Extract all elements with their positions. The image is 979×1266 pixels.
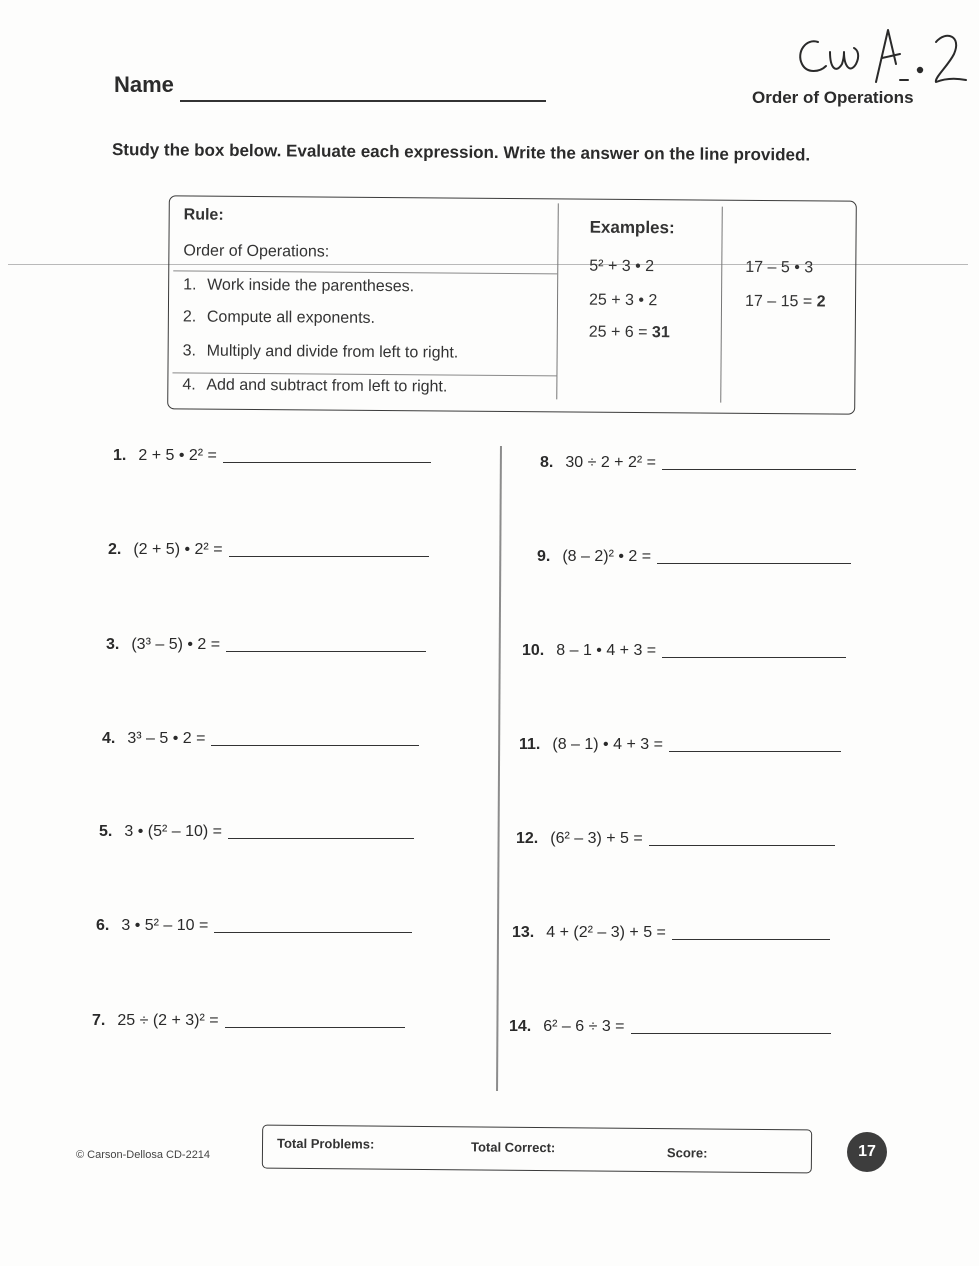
rule-column-divider <box>556 203 559 399</box>
example-2-step: 17 – 5 • 3 <box>745 258 814 277</box>
examples-column-divider <box>720 207 723 403</box>
answer-line[interactable] <box>223 448 431 463</box>
answer-line[interactable] <box>228 824 414 839</box>
problem-expression: 3³ – 5 • 2 = <box>127 730 206 747</box>
rule-step <box>183 276 414 296</box>
problem-item <box>512 924 830 942</box>
example-2-expression: 17 – 15 = <box>744 292 813 311</box>
rule-subtitle: Order of Operations: <box>183 242 330 261</box>
problem-number: 12. <box>516 830 539 847</box>
rule-step-text: Multiply and divide from left to right. <box>206 342 459 362</box>
examples-header: Examples: <box>589 217 675 238</box>
answer-line[interactable] <box>672 925 830 940</box>
problem-number: 8. <box>540 454 554 471</box>
rule-step <box>182 376 447 396</box>
problem-item <box>102 730 419 748</box>
example-1-result <box>589 324 670 343</box>
problem-item <box>519 736 841 754</box>
problem-expression: 6² – 6 ÷ 3 = <box>543 1018 625 1035</box>
problem-item <box>509 1018 831 1036</box>
name-label: Name <box>114 72 174 97</box>
handwritten-note <box>796 24 968 90</box>
rule-step-text: Work inside the parentheses. <box>207 276 415 296</box>
problem-number: 5. <box>99 823 113 840</box>
rule-step-number: 2. <box>182 308 197 326</box>
problem-expression: 8 – 1 • 4 + 3 = <box>556 642 657 659</box>
answer-line[interactable] <box>662 455 856 470</box>
problem-number: 10. <box>522 642 545 659</box>
score-box <box>262 1125 812 1174</box>
problem-number: 6. <box>96 917 110 934</box>
example-1-step: 25 + 3 • 2 <box>588 291 658 310</box>
problem-number: 1. <box>113 447 127 464</box>
problem-expression: 3 • (5² – 10) = <box>124 823 222 840</box>
rule-step-text: Add and subtract from left to right. <box>206 376 448 396</box>
example-1-expression: 25 + 6 = <box>588 323 648 342</box>
problem-item <box>113 447 431 465</box>
problem-number: 11. <box>519 736 541 753</box>
problem-expression: 25 ÷ (2 + 3)² = <box>117 1012 219 1029</box>
topic-title: Order of Operations <box>752 88 914 107</box>
answer-line[interactable] <box>631 1019 831 1034</box>
problem-expression: 30 ÷ 2 + 2² = <box>565 454 656 471</box>
problem-expression: (8 – 2)² • 2 = <box>562 548 652 565</box>
rule-row-divider <box>172 372 556 376</box>
problem-item <box>99 823 414 841</box>
rule-row-divider <box>173 270 557 274</box>
instructions: Study the box below. Evaluate each expression. Write the answer on the line provided. <box>111 140 811 165</box>
answer-line[interactable] <box>214 918 412 933</box>
problem-number: 2. <box>108 541 122 558</box>
problem-item <box>522 642 846 660</box>
problem-expression: (3³ – 5) • 2 = <box>131 636 221 653</box>
problem-expression: (6² – 3) + 5 = <box>550 830 643 847</box>
problem-item <box>537 548 851 566</box>
problem-expression: (8 – 1) • 4 + 3 = <box>552 736 663 753</box>
problem-number: 9. <box>537 548 551 565</box>
rule-step <box>183 308 375 328</box>
answer-line[interactable] <box>649 831 835 846</box>
problem-item <box>108 541 429 559</box>
answer-line[interactable] <box>657 549 851 564</box>
answer-line[interactable] <box>229 542 429 557</box>
score-label: Score: <box>666 1145 708 1161</box>
problem-item <box>516 830 835 848</box>
example-1-answer: 31 <box>651 324 670 342</box>
rule-step-number: 1. <box>183 276 197 294</box>
total-correct-label: Total Correct: <box>470 1139 556 1156</box>
problem-number: 7. <box>92 1012 106 1029</box>
page-number: 17 <box>847 1132 887 1172</box>
problem-expression: (2 + 5) • 2² = <box>133 541 223 558</box>
problem-expression: 2 + 5 • 2² = <box>138 447 217 464</box>
total-problems-label: Total Problems: <box>276 1135 375 1152</box>
problem-item <box>106 636 426 654</box>
rule-box <box>167 195 857 414</box>
problem-item <box>540 454 856 472</box>
answer-line[interactable] <box>211 731 419 746</box>
problem-expression: 4 + (2² – 3) + 5 = <box>546 924 666 941</box>
example-1-step: 5² + 3 • 2 <box>589 257 655 276</box>
problem-number: 3. <box>106 636 120 653</box>
answer-line[interactable] <box>669 737 841 752</box>
example-2-answer: 2 <box>816 293 826 311</box>
column-divider <box>496 446 501 1091</box>
answer-line[interactable] <box>226 637 426 652</box>
problem-item <box>96 917 412 935</box>
problem-number: 4. <box>102 730 116 747</box>
example-2-result <box>745 293 826 312</box>
rule-step-text: Compute all exponents. <box>206 308 376 327</box>
answer-line[interactable] <box>225 1013 405 1028</box>
problem-expression: 3 • 5² – 10 = <box>121 917 209 934</box>
name-write-line[interactable] <box>180 100 546 102</box>
rule-title: Rule: <box>183 206 224 224</box>
rule-step-number: 4. <box>182 376 196 394</box>
answer-line[interactable] <box>662 643 846 658</box>
rule-step-number: 3. <box>182 342 197 360</box>
problem-number: 13. <box>512 924 535 941</box>
copyright: © Carson-Dellosa CD-2214 <box>76 1149 211 1161</box>
problem-number: 14. <box>509 1018 532 1035</box>
problem-item <box>92 1012 405 1030</box>
rule-step <box>183 342 459 362</box>
